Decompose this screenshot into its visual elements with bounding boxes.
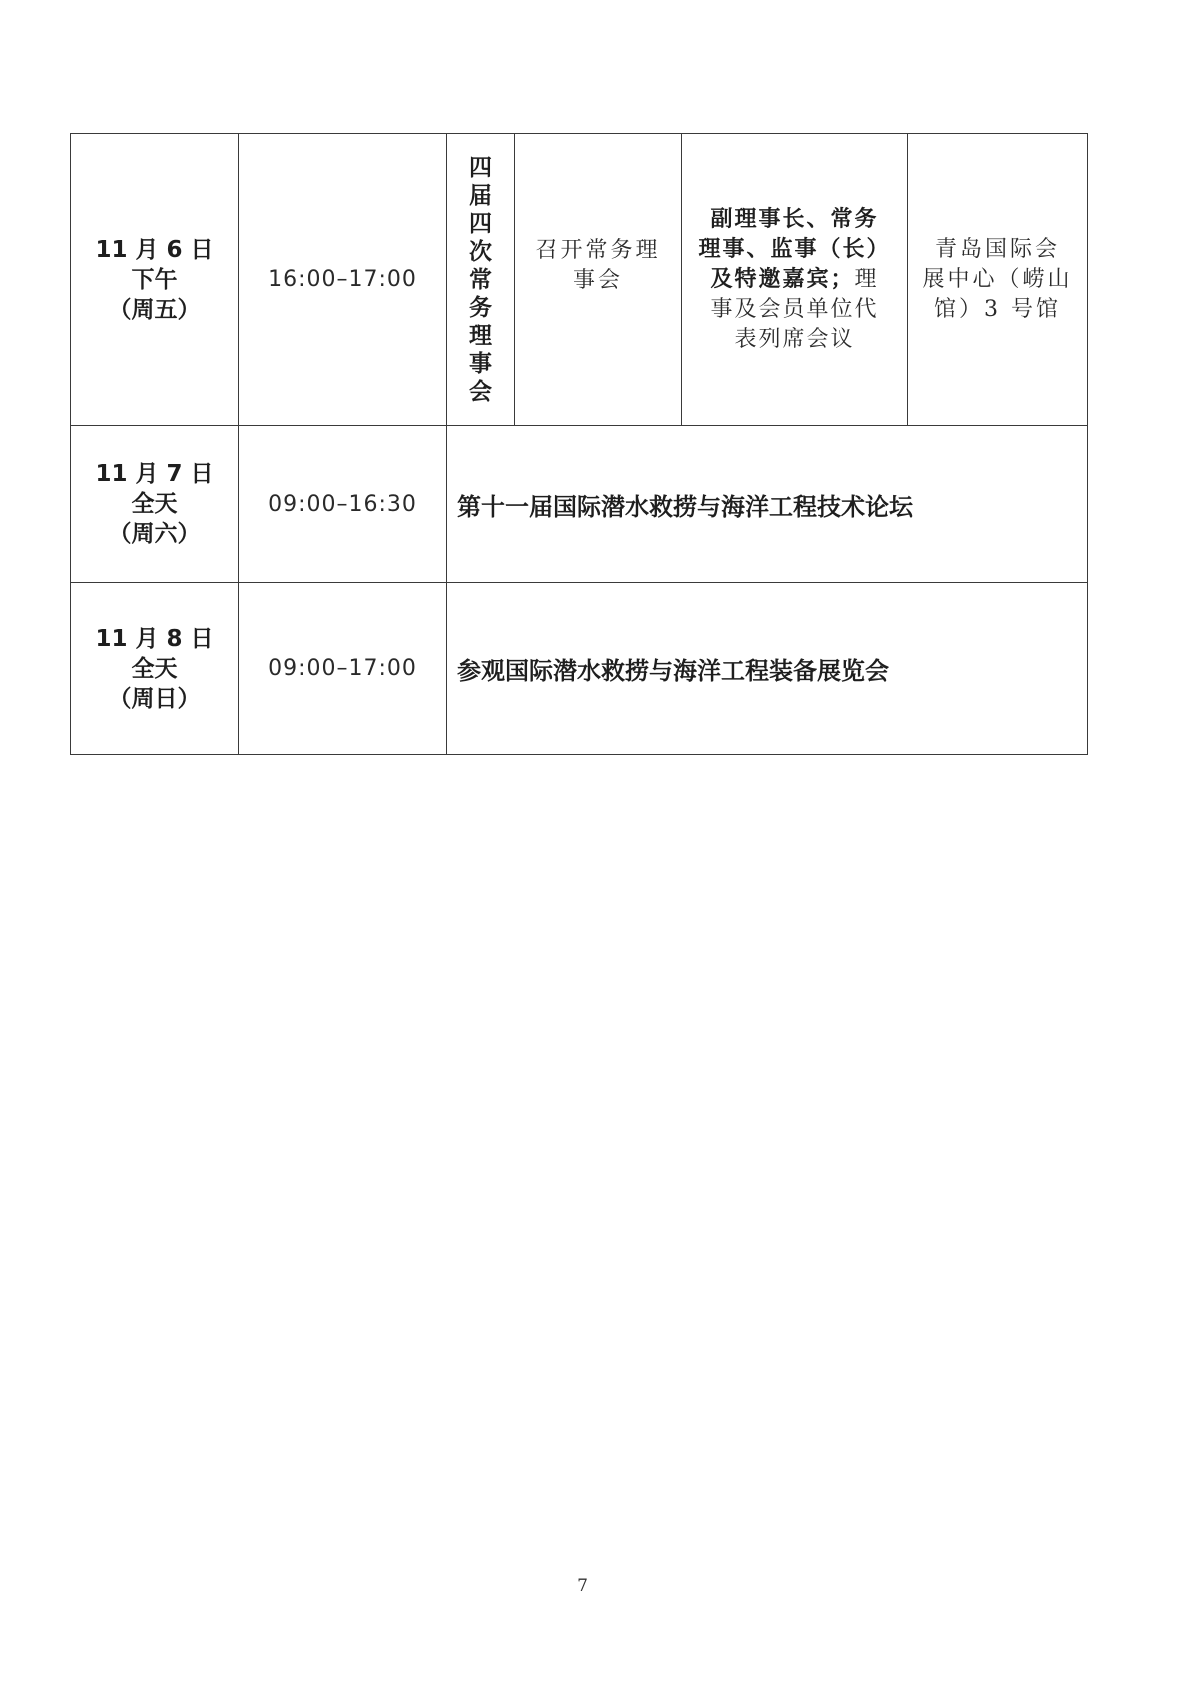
date-line: （周六） (108, 521, 201, 547)
venue-line: 青岛国际会 (934, 236, 1060, 262)
attendees-bold-run: 及特邀嘉宾； (710, 266, 855, 292)
meeting-title-char: 常 (469, 266, 492, 293)
date-line: （周日） (108, 685, 201, 712)
venue-line: 馆）3 号馆 (934, 296, 1061, 322)
date-line: （周五） (108, 296, 201, 323)
venue-cell (908, 134, 1088, 426)
date-cell (71, 134, 239, 426)
attendees-line: 副理事长、常务 (710, 206, 879, 232)
meeting-title-char: 四 (469, 154, 492, 181)
venue-line: 展中心（崂山 (922, 266, 1073, 292)
meeting-title-char: 务 (469, 294, 492, 321)
time-cell: 09:00–17:00 (239, 583, 447, 755)
time-cell: 16:00–17:00 (239, 134, 447, 426)
content-line: 召开常务理 (535, 238, 661, 263)
table-row (71, 134, 1088, 426)
date-line: 全天 (131, 655, 178, 682)
meeting-title-cell (447, 134, 515, 426)
attendees-cell (682, 134, 908, 426)
attendees-line: 理事、监事（长） (698, 236, 891, 262)
date-cell (71, 426, 239, 583)
table-row (71, 426, 1088, 583)
meeting-title-char: 四 (469, 210, 492, 237)
meeting-title-char: 次 (469, 238, 492, 265)
event-cell: 参观国际潜水救捞与海洋工程装备展览会 (447, 583, 1088, 755)
attendees-line: 表列席会议 (734, 327, 855, 352)
meeting-title-char: 届 (469, 182, 492, 209)
table-row (71, 583, 1088, 755)
date-line: 下午 (131, 266, 178, 293)
date-line: 11 月 7 日 (95, 461, 214, 487)
meeting-title-char: 理 (469, 322, 492, 349)
time-cell: 09:00–16:30 (239, 426, 447, 583)
date-line: 全天 (131, 491, 178, 517)
meeting-title-char: 会 (469, 378, 492, 405)
content-line: 事会 (572, 268, 623, 293)
content-cell (515, 134, 682, 426)
date-cell (71, 583, 239, 755)
date-line: 11 月 8 日 (95, 625, 214, 652)
attendees-line: 事及会员单位代 (710, 297, 879, 322)
attendees-plain-run: 理 (854, 267, 879, 292)
schedule-table (70, 133, 1088, 755)
event-cell: 第十一届国际潜水救捞与海洋工程技术论坛 (447, 426, 1088, 583)
page-number: 7 (577, 1576, 588, 1596)
attendees-line (682, 264, 907, 295)
date-line: 11 月 6 日 (95, 236, 214, 263)
meeting-title-char: 事 (469, 350, 492, 377)
